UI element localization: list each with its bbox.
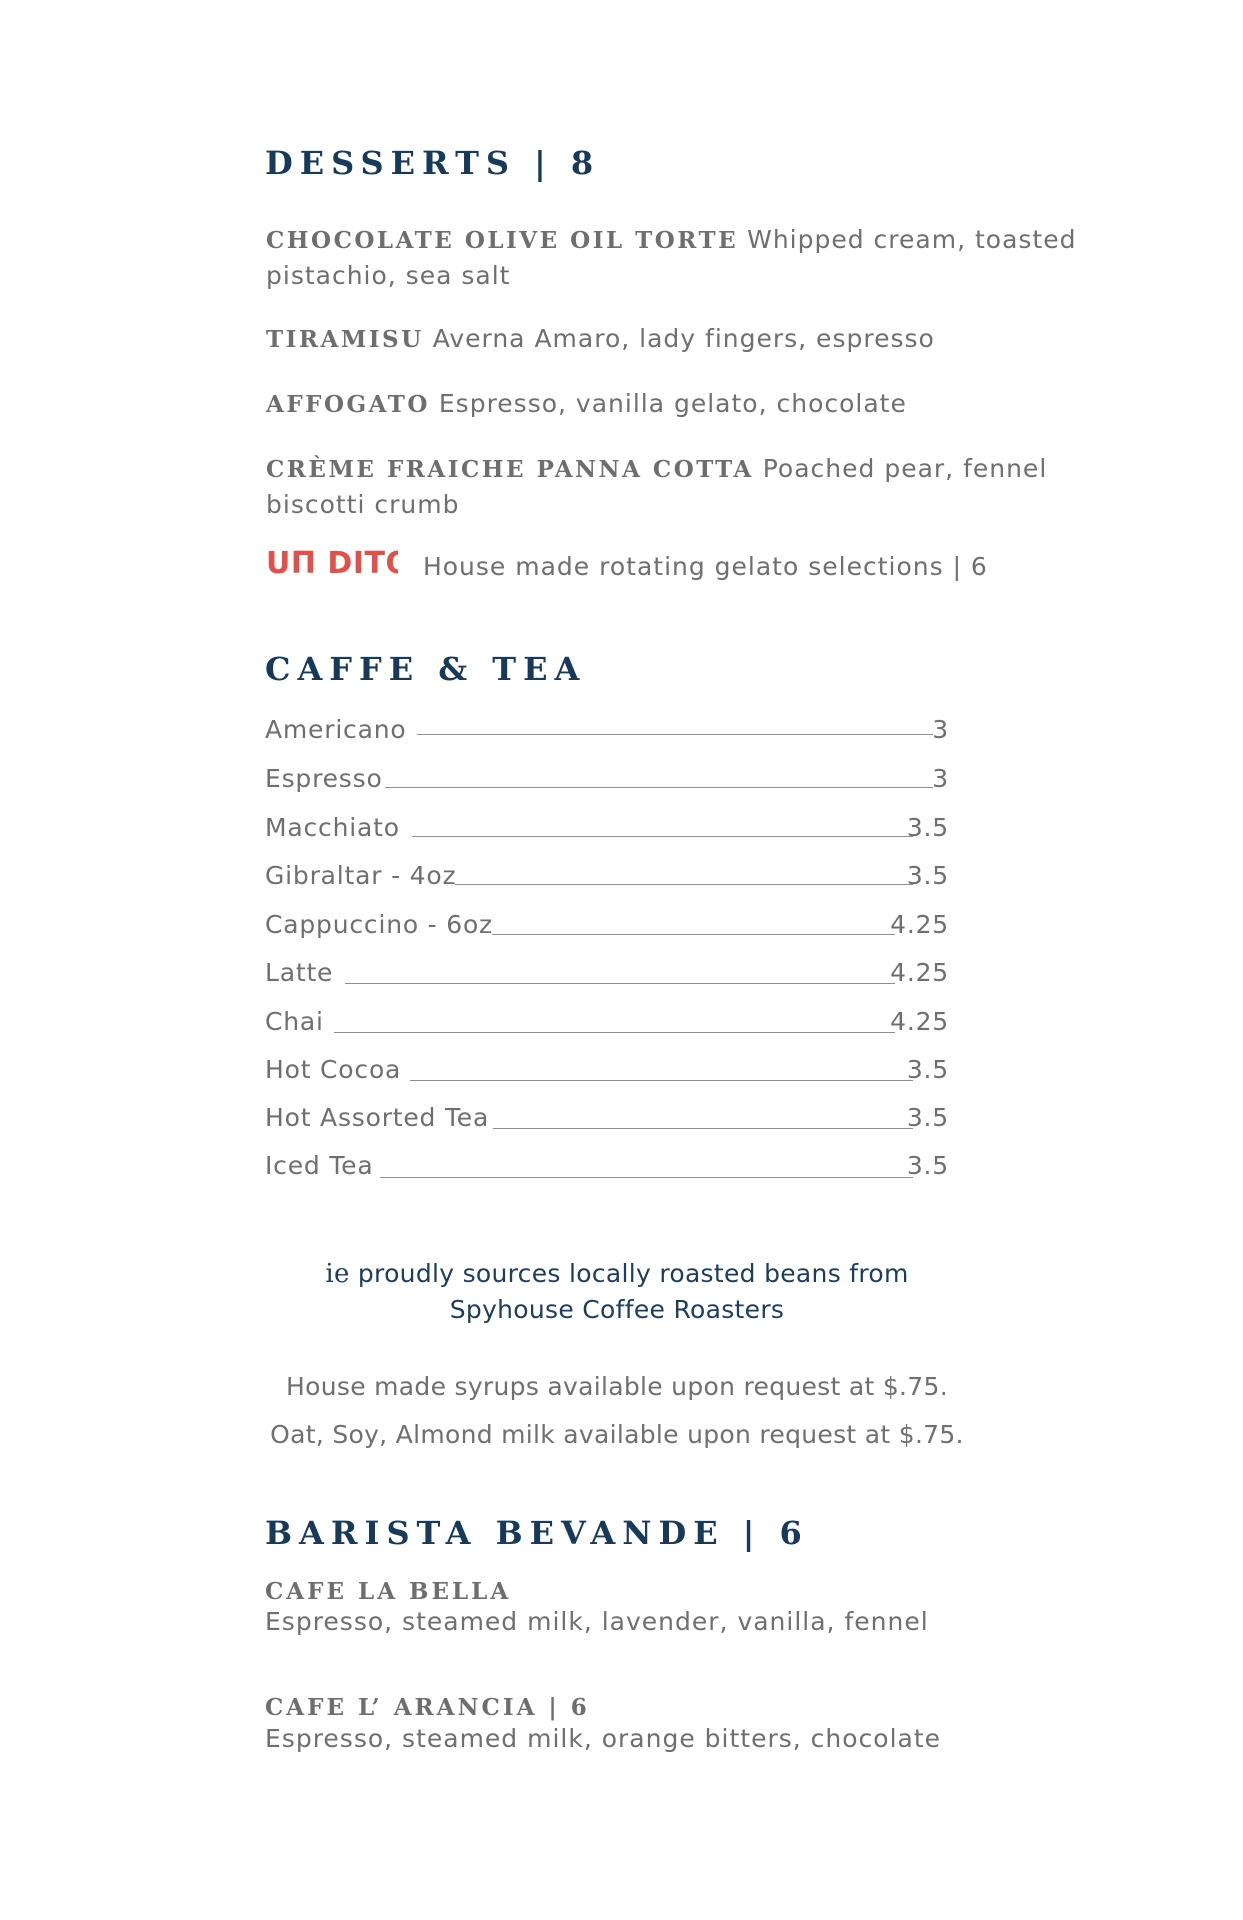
drink-price: 3.5 — [906, 861, 949, 890]
drink-name: Gibraltar - 4oz — [265, 861, 457, 890]
drink-name: Cappuccino - 6oz — [265, 910, 493, 939]
undito-logo-mark — [266, 547, 398, 577]
drink-price: 4.25 — [890, 958, 949, 987]
leader-line — [417, 734, 933, 735]
dessert-desc: Espresso, vanilla gelato, chocolate — [438, 389, 907, 418]
drink-price: 4.25 — [890, 910, 949, 939]
sourcing-text: proudly sources locally roasted beans from — [357, 1259, 909, 1288]
desserts-title: DESSERTS | 8 — [265, 144, 601, 182]
drink-price: 4.25 — [890, 1007, 949, 1036]
drink-name: Latte — [265, 958, 334, 987]
undito-logo — [266, 547, 398, 583]
undito-item — [266, 547, 1086, 583]
dessert-desc: Poached pear, fennel biscotti crumb — [266, 454, 1048, 519]
dessert-desc: Averna Amaro, lady fingers, espresso — [432, 324, 935, 353]
drink-row — [265, 813, 969, 847]
svg-text:UΠ DITO: UΠ DITO — [266, 547, 398, 577]
leader-line — [410, 1080, 913, 1081]
leader-line — [345, 983, 895, 984]
dessert-name: AFFOGATO — [266, 391, 430, 418]
drink-price: 3.5 — [906, 813, 949, 842]
leader-line — [455, 884, 913, 885]
leader-line — [380, 1177, 913, 1178]
dessert-item — [266, 222, 1086, 293]
dessert-desc: Whipped cream, toasted pistachio, sea salt — [266, 225, 1077, 290]
leader-line — [334, 1032, 895, 1033]
drink-name: Hot Assorted Tea — [265, 1103, 490, 1132]
dessert-name: CRÈME FRAICHE PANNA COTTA — [266, 456, 754, 483]
leader-line — [493, 1128, 913, 1129]
drink-price: 3 — [932, 764, 949, 793]
drink-row — [265, 1103, 969, 1137]
drink-price: 3.5 — [906, 1055, 949, 1084]
drink-row — [265, 1007, 969, 1041]
leader-line — [492, 934, 895, 935]
sourcing-line-1 — [265, 1256, 969, 1292]
milk-note: Oat, Soy, Almond milk available upon request at $.75. — [270, 1420, 964, 1449]
drink-name: Hot Cocoa — [265, 1055, 402, 1084]
drink-price: 3 — [932, 715, 949, 744]
dessert-item — [266, 451, 1086, 522]
drink-row — [265, 1055, 969, 1089]
drink-price: 3.5 — [906, 1151, 949, 1180]
drink-row — [265, 1151, 969, 1185]
leader-line — [385, 787, 933, 788]
ie-logo: ie — [325, 1259, 350, 1289]
drink-row — [265, 958, 969, 992]
syrup-note: House made syrups available upon request at $.75. — [286, 1372, 948, 1401]
drink-price: 3.5 — [906, 1103, 949, 1132]
drink-name: Iced Tea — [265, 1151, 374, 1180]
barista-item-desc: Espresso, steamed milk, lavender, vanilla, fennel — [265, 1607, 929, 1636]
drink-name: Macchiato — [265, 813, 400, 842]
barista-item-desc: Espresso, steamed milk, orange bitters, chocolate — [265, 1724, 942, 1753]
dessert-item — [266, 321, 1086, 357]
leader-line — [412, 836, 913, 837]
barista-item-name: CAFE LA BELLA — [265, 1578, 512, 1605]
sourcing-note — [265, 1256, 969, 1327]
dessert-name: CHOCOLATE OLIVE OIL TORTE — [266, 227, 739, 254]
barista-item-name: CAFE L’ ARANCIA | 6 — [265, 1694, 590, 1721]
drink-row — [265, 910, 969, 944]
caffe-tea-title: CAFFE & TEA — [265, 650, 587, 688]
drink-row — [265, 764, 969, 798]
undito-desc: House made rotating gelato selections | 6 — [422, 552, 988, 581]
drink-row — [265, 861, 969, 895]
drink-row — [265, 715, 969, 749]
dessert-name: TIRAMISU — [266, 326, 424, 353]
barista-title: BARISTA BEVANDE | 6 — [265, 1514, 809, 1552]
drink-name: Espresso — [265, 764, 383, 793]
drink-name: Chai — [265, 1007, 324, 1036]
dessert-item — [266, 386, 1086, 422]
drink-name: Americano — [265, 715, 407, 744]
sourcing-line-2: Spyhouse Coffee Roasters — [449, 1295, 785, 1324]
